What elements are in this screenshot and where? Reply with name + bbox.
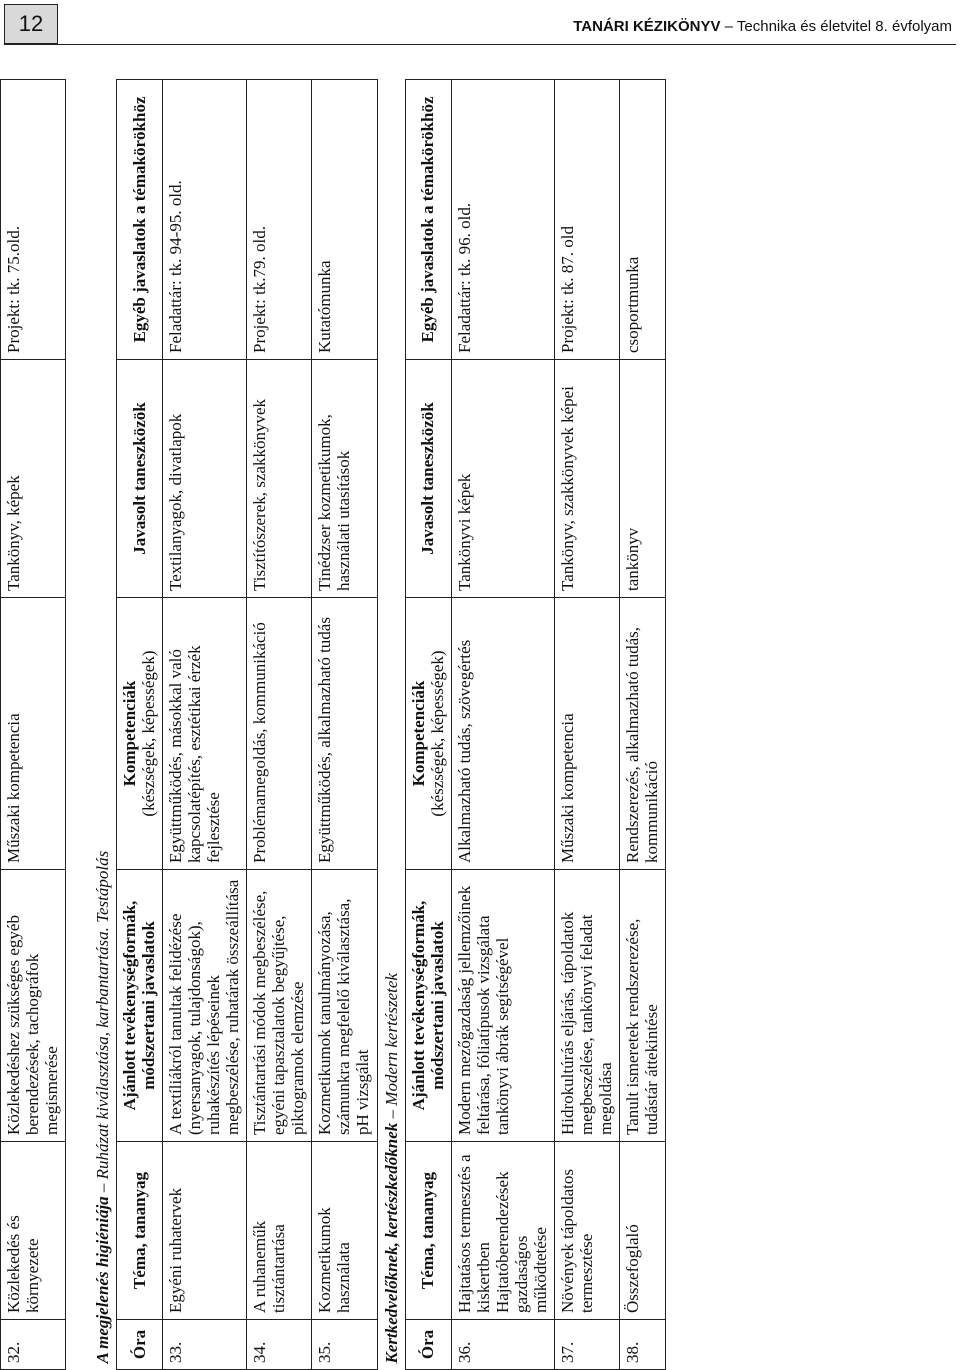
row-tools: Tisztítószerek, szakkönyvek	[247, 360, 312, 598]
section-title-row	[377, 80, 405, 1370]
row-tools: Tankönyvi képek	[451, 360, 554, 598]
col-header-kompetenciak	[405, 598, 451, 870]
row-tools: Tinédzser kozmetikumok, használati utasítások	[312, 360, 377, 598]
spacer-cell	[66, 80, 91, 1370]
table-row	[247, 80, 312, 1370]
section-title-rest: – Modern kertészetek	[381, 973, 401, 1123]
page-number: 12	[4, 4, 58, 44]
col-header-kompetenciak	[117, 598, 163, 870]
row-other: Kutatómunka	[312, 80, 377, 360]
row-number: 37.	[554, 1320, 619, 1370]
header-subtitle: – Technika és életvitel 8. évfolyam	[720, 18, 952, 35]
col-header-ora: Óra	[405, 1320, 451, 1370]
row-topic: Hajtatásos termesztés a kiskertben Hajtatóberendezések gazdaságos működtetése	[451, 1142, 554, 1320]
col-header-egyeb: Egyéb javaslatok a témakörökhöz	[405, 80, 451, 360]
col-header-ora: Óra	[117, 1320, 163, 1370]
row-number: 38.	[619, 1320, 665, 1370]
table-row	[554, 80, 619, 1370]
row-activity: A textíliákról tanultak felidézése (nyersanyagok, tulajdonságok), ruhakészítés lépéseinek megbeszélése, ruhatárak összeállítása	[163, 870, 247, 1142]
row-activity: Hidrokultúrás eljárás, tápoldatok megbeszélése, tankönyvi feladat megoldása	[554, 870, 619, 1142]
row-other: Projekt: tk. 87. old	[554, 80, 619, 360]
section-title-1	[90, 80, 117, 1370]
table-row	[163, 80, 247, 1370]
schedule-table	[0, 79, 666, 1370]
row-topic: Egyéni ruhatervek	[163, 1142, 247, 1320]
col-header-ajanlott: Ajánlott tevékenységformák, módszertani javaslatok	[117, 870, 163, 1142]
komp-title: Kompetenciák	[408, 680, 428, 787]
table-row	[451, 80, 554, 1370]
row-other: Projekt: tk. 75.old.	[1, 80, 66, 360]
row-activity: Tanult ismeretek rendszerezése, tudástár áttekintése	[619, 870, 665, 1142]
row-competence: Műszaki kompetencia	[1, 598, 66, 870]
table-row	[312, 80, 377, 1370]
section-title-rest: – Ruházat kiválasztása, karbantartása. Testápolás	[93, 850, 113, 1197]
row-topic: A ruhaneműk tisztántartása	[247, 1142, 312, 1320]
row-other: Projekt: tk.79. old.	[247, 80, 312, 360]
komp-subtitle: (készségek, képességek)	[139, 650, 159, 817]
komp-subtitle: (készségek, képességek)	[427, 650, 447, 817]
section-title-bold: Kertkedvelőknek, kertészkedőknek	[381, 1122, 401, 1364]
section-title-bold: A megjelenés higiéniája	[93, 1196, 113, 1364]
komp-title: Kompetenciák	[120, 680, 140, 787]
row-other: Feladattár: tk. 94-95. old.	[163, 80, 247, 360]
header-row	[117, 80, 163, 1370]
row-topic: Összefoglaló	[619, 1142, 665, 1320]
row-number: 35.	[312, 1320, 377, 1370]
col-header-egyeb: Egyéb javaslatok a témakörökhöz	[117, 80, 163, 360]
row-topic: Kozmetikumok használata	[312, 1142, 377, 1320]
spacer	[66, 80, 91, 1370]
row-other: csoportmunka	[619, 80, 665, 360]
row-topic: Közlekedés és környezete	[1, 1142, 66, 1320]
row-number: 33.	[163, 1320, 247, 1370]
row-competence: Rendszerezés, alkalmazható tudás, kommunikáció	[619, 598, 665, 870]
header-row	[405, 80, 451, 1370]
header-divider	[4, 44, 956, 45]
running-header	[573, 18, 952, 35]
row-number: 32.	[1, 1320, 66, 1370]
row-activity: Közlekedéshez szükséges egyéb berendezések, tachográfok megismerése	[1, 870, 66, 1142]
col-header-eszkozok: Javasolt taneszközök	[405, 360, 451, 598]
row-tools: Tankönyv, szakkönyvek képei	[554, 360, 619, 598]
header-title: TANÁRI KÉZIKÖNYV	[573, 18, 721, 35]
row-tools: Textilanyagok, divatlapok	[163, 360, 247, 598]
row-number: 34.	[247, 1320, 312, 1370]
section-title-2	[377, 80, 405, 1370]
row-tools: tankönyv	[619, 360, 665, 598]
row-activity: Modern mezőgazdaság jellemzőinek feltárása, fóliatípusok vizsgálata tankönyvi ábrák segítségével	[451, 870, 554, 1142]
table-row-32	[1, 80, 66, 1370]
col-header-tema: Téma, tananyag	[117, 1142, 163, 1320]
row-number: 36.	[451, 1320, 554, 1370]
row-competence: Együttműködés, alkalmazható tudás	[312, 598, 377, 870]
row-other: Feladattár: tk. 96. old.	[451, 80, 554, 360]
row-competence: Alkalmazható tudás, szövegértés	[451, 598, 554, 870]
section-title-row	[90, 80, 117, 1370]
rotated-content	[0, 80, 666, 1370]
row-activity: Tisztántartási módok megbeszélése, egyéni tapasztalatok begyűjtése, piktogramok elemzése	[247, 870, 312, 1142]
col-header-eszkozok: Javasolt taneszközök	[117, 360, 163, 598]
row-topic: Növények tápoldatos termesztése	[554, 1142, 619, 1320]
table-row	[619, 80, 665, 1370]
row-activity: Kozmetikumok tanulmányozása, számunkra megfelelő kiválasztása, pH vizsgálat	[312, 870, 377, 1142]
col-header-tema: Téma, tananyag	[405, 1142, 451, 1320]
row-competence: Műszaki kompetencia	[554, 598, 619, 870]
row-tools: Tankönyv, képek	[1, 360, 66, 598]
row-competence: Együttműködés, másokkal való kapcsolatépítés, esztétikai érzék fejlesztése	[163, 598, 247, 870]
row-competence: Problémamegoldás, kommunikáció	[247, 598, 312, 870]
col-header-ajanlott: Ajánlott tevékenységformák, módszertani javaslatok	[405, 870, 451, 1142]
